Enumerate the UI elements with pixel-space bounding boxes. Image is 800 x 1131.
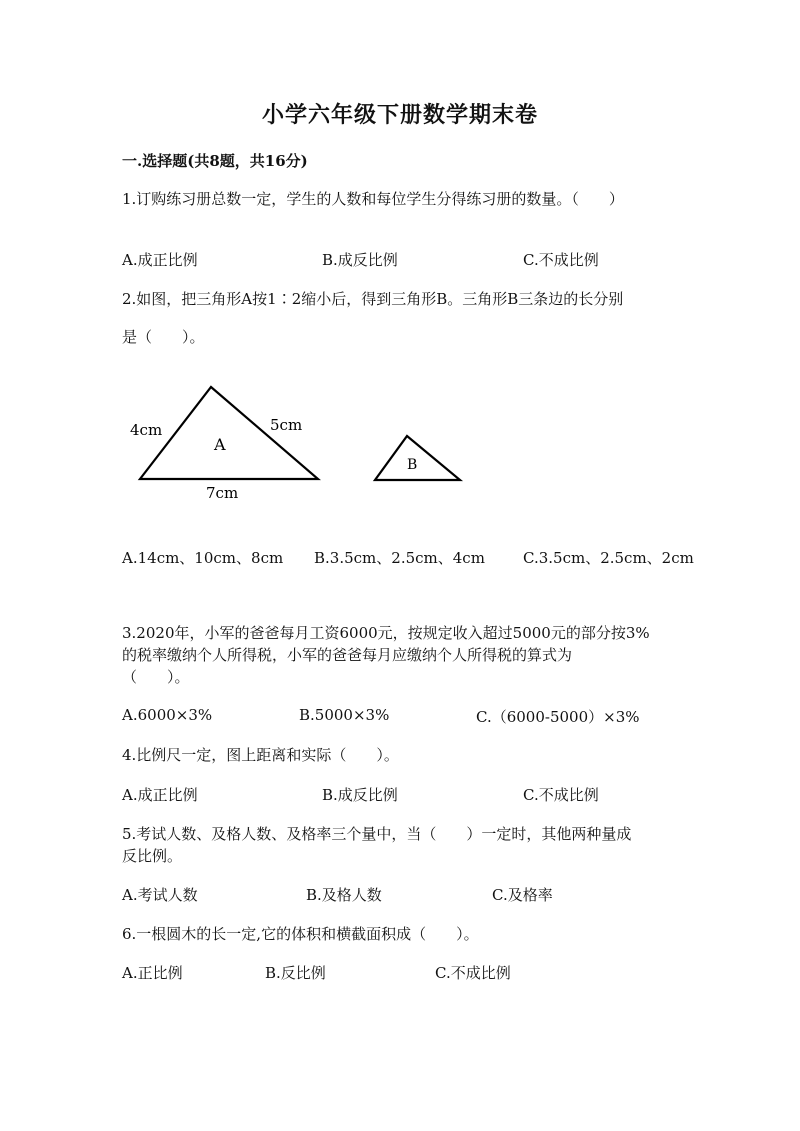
side-right-label: 5cm: [270, 416, 303, 434]
question-6-text: 6.一根圆木的长一定,它的体积和横截面积成（ ）。: [122, 925, 479, 943]
question-3-text-line-3: （ ）。: [122, 668, 190, 686]
question-6-option-b: B.反比例: [265, 964, 326, 982]
question-2-option-c: C.3.5cm、2.5cm、2cm: [523, 549, 694, 567]
triangle-figure: [118, 378, 478, 508]
question-3-text-line-2: 的税率缴纳个人所得税，小军的爸爸每月应缴纳个人所得税的算式为: [122, 646, 573, 664]
question-4-option-b: B.成反比例: [322, 786, 398, 804]
question-5-option-a: A.考试人数: [122, 886, 198, 904]
question-2-text-line-1: 2.如图，把三角形A按1∶2缩小后，得到三角形B。三角形B三条边的长分别: [122, 290, 624, 308]
question-4-text: 4.比例尺一定，图上距离和实际（ ）。: [122, 746, 399, 764]
question-2-option-a: A.14cm、10cm、8cm: [122, 549, 284, 567]
triangle-a-label: A: [214, 435, 226, 454]
question-5-option-c: C.及格率: [492, 886, 553, 904]
side-bottom-label: 7cm: [206, 484, 239, 502]
page-title: 小学六年级下册数学期末卷: [261, 102, 538, 128]
question-1-text: 1.订购练习册总数一定，学生的人数和每位学生分得练习册的数量。（ ）: [122, 190, 624, 208]
question-5-text-line-1: 5.考试人数、及格人数、及格率三个量中，当（ ）一定时，其他两种量成: [122, 825, 632, 843]
question-2-text-line-2: 是（ ）。: [122, 328, 205, 346]
question-3-option-b: B.5000×3%: [299, 706, 390, 724]
question-1-option-b: B.成反比例: [322, 251, 398, 269]
question-4-option-a: A.成正比例: [122, 786, 198, 804]
question-6-option-a: A.正比例: [122, 964, 183, 982]
question-4-option-c: C.不成比例: [523, 786, 599, 804]
triangle-b-label: B: [407, 457, 418, 473]
question-5-text-line-2: 反比例。: [122, 847, 183, 865]
section-heading: 一.选择题(共8题，共16分): [122, 152, 308, 170]
question-1-option-a: A.成正比例: [122, 251, 198, 269]
question-6-option-c: C.不成比例: [435, 964, 511, 982]
question-3-option-a: A.6000×3%: [122, 706, 213, 724]
triangle-b: [375, 436, 460, 480]
question-1-option-c: C.不成比例: [523, 251, 599, 269]
question-5-option-b: B.及格人数: [306, 886, 382, 904]
question-2-option-b: B.3.5cm、2.5cm、4cm: [314, 549, 485, 567]
question-3-option-c: C.（6000-5000）×3%: [476, 708, 640, 726]
question-3-text-line-1: 3.2020年，小军的爸爸每月工资6000元，按规定收入超过5000元的部分按3%: [122, 624, 650, 642]
side-left-label: 4cm: [130, 421, 163, 439]
